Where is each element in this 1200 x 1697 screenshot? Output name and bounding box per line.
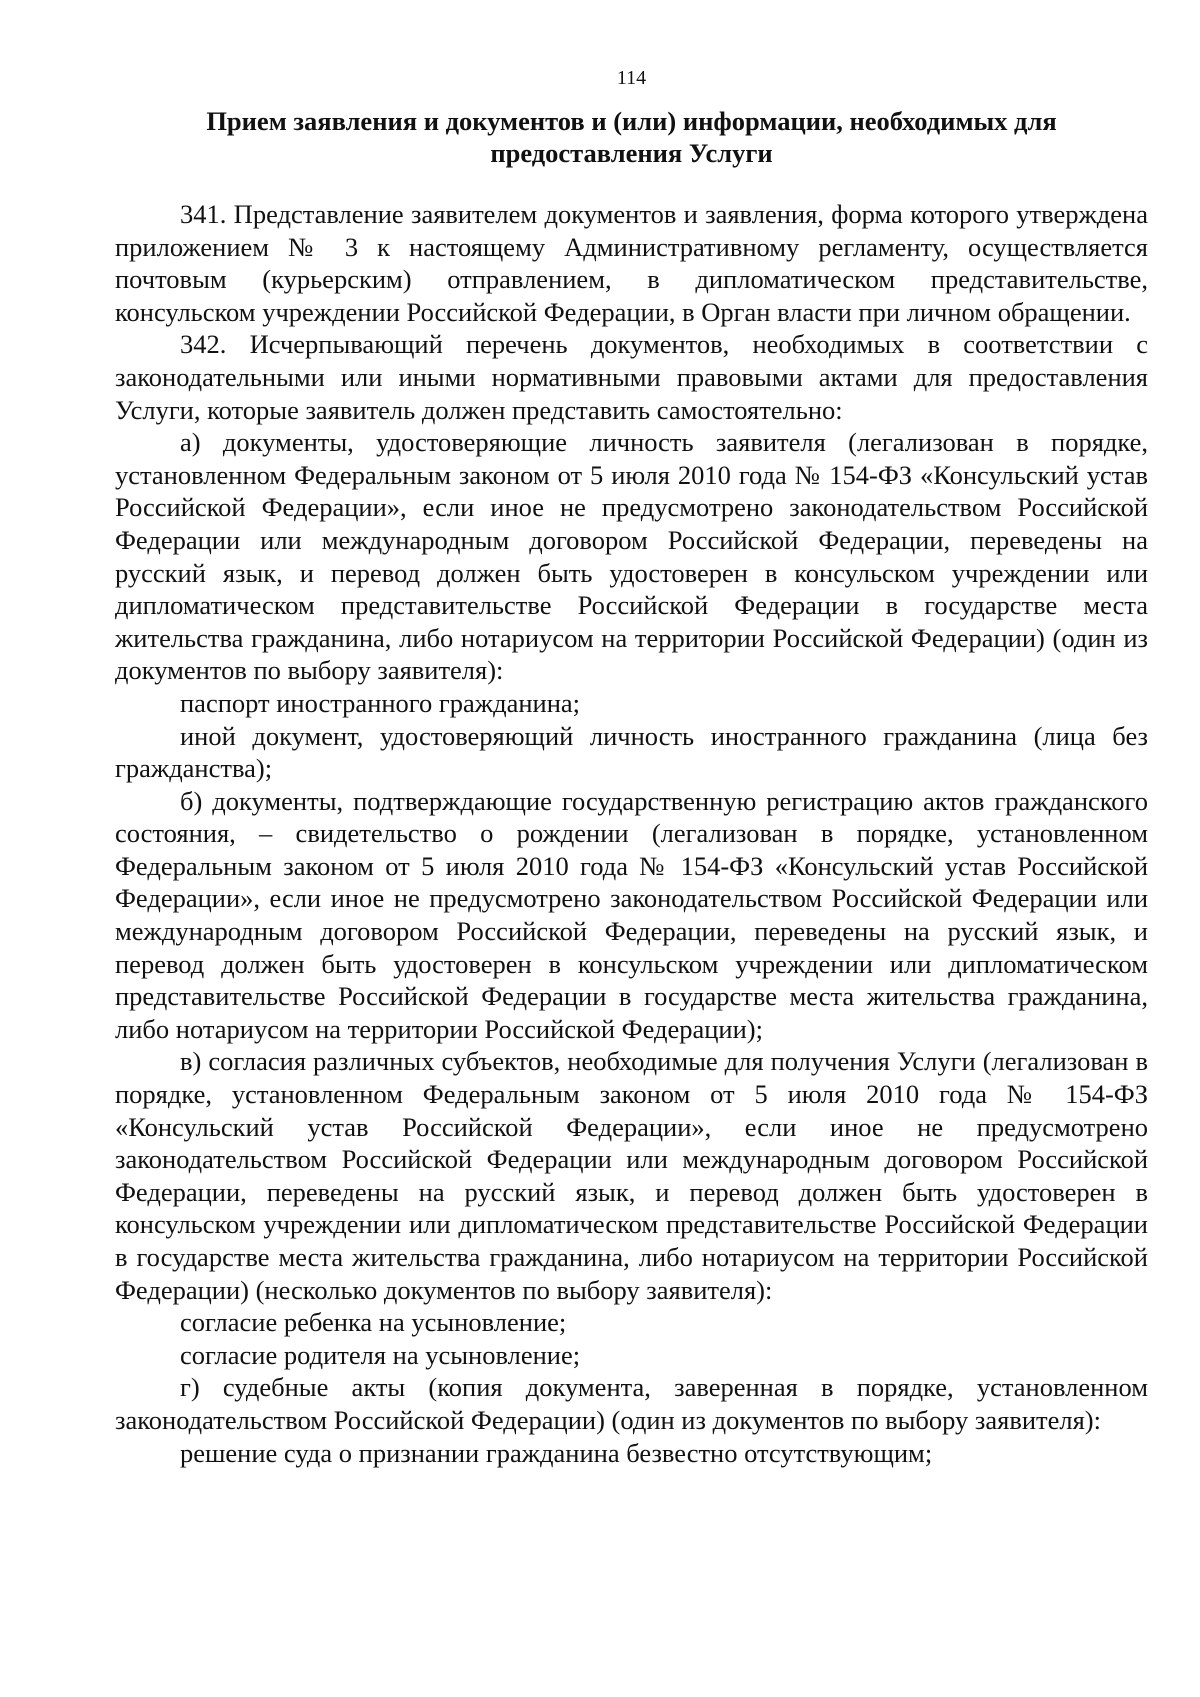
section-title-line-2: предоставления Услуги	[490, 138, 773, 168]
paragraph-341: 341. Представление заявителем документов и заявления, форма которого утверждена приложением № 3 к настоящему Административному регламенту, осуществляется почтовым (курьерским) отправлением, в дипломатическом представительстве, консульском учреждении Российской Федерации, в Орган власти при личном обращении.	[115, 199, 1148, 327]
paragraph-passport: паспорт иностранного гражданина;	[180, 687, 580, 718]
paragraph-court-decision: решение суда о признании гражданина безвестно отсутствующим;	[180, 1437, 933, 1468]
section-title	[115, 105, 1148, 169]
paragraph-342: 342. Исчерпывающий перечень документов, необходимых в соответствии с законодательными или иными нормативными правовыми актами для предоставления Услуги, которые заявитель должен представить самостоятельно:	[115, 329, 1148, 425]
document-body	[115, 198, 1148, 1469]
paragraph-item-a: а) документы, удостоверяющие личность заявителя (легализован в порядке, установленном Федеральным законом от 5 июля 2010 года № 154-ФЗ «Консульский устав Российской Федерации», если иное не предусмотрено законодательством Российской Федерации или международным договором Российской Федерации, переведены на русский язык, и перевод должен быть удостоверен в консульском учреждении или дипломатическом представительстве Российской Федерации в государстве места жительства гражданина, либо нотариусом на территории Российской Федерации) (один из документов по выбору заявителя):	[115, 427, 1148, 686]
paragraph-item-g: г) судебные акты (копия документа, заверенная в порядке, установленном законодательством Российской Федерации) (один из документов по выбору заявителя):	[115, 1372, 1148, 1435]
page-number: 114	[616, 67, 647, 89]
paragraph-item-b: б) документы, подтверждающие государственную регистрацию актов гражданского состояния, – свидетельство о рождении (легализован в порядке, установленном Федеральным законом от 5 июля 2010 года № 154-ФЗ «Консульский устав Российской Федерации», если иное не предусмотрено законодательством Российской Федерации или международным договором Российской Федерации, переведены на русский язык, и перевод должен быть удостоверен в консульском учреждении или дипломатическом представительстве Российской Федерации в государстве места жительства гражданина, либо нотариусом на территории Российской Федерации);	[115, 785, 1148, 1044]
section-title-line-1: Прием заявления и документов и (или) информации, необходимых для	[206, 106, 1057, 136]
paragraph-parent-consent: согласие родителя на усыновление;	[180, 1339, 581, 1370]
paragraph-item-v: в) согласия различных субъектов, необходимые для получения Услуги (легализован в порядке, установленном Федеральным законом от 5 июля 2010 года № 154-ФЗ «Консульский устав Российской Федерации», если иное не предусмотрено законодательством Российской Федерации или международным договором Российской Федерации, переведены на русский язык, и перевод должен быть удостоверен в консульском учреждении или дипломатическом представительстве Российской Федерации в государстве места жительства гражданина, либо нотариусом на территории Российской Федерации) (несколько документов по выбору заявителя):	[115, 1046, 1148, 1305]
paragraph-other-id: иной документ, удостоверяющий личность иностранного гражданина (лица без гражданства);	[115, 720, 1148, 784]
paragraph-child-consent: согласие ребенка на усыновление;	[180, 1307, 567, 1338]
